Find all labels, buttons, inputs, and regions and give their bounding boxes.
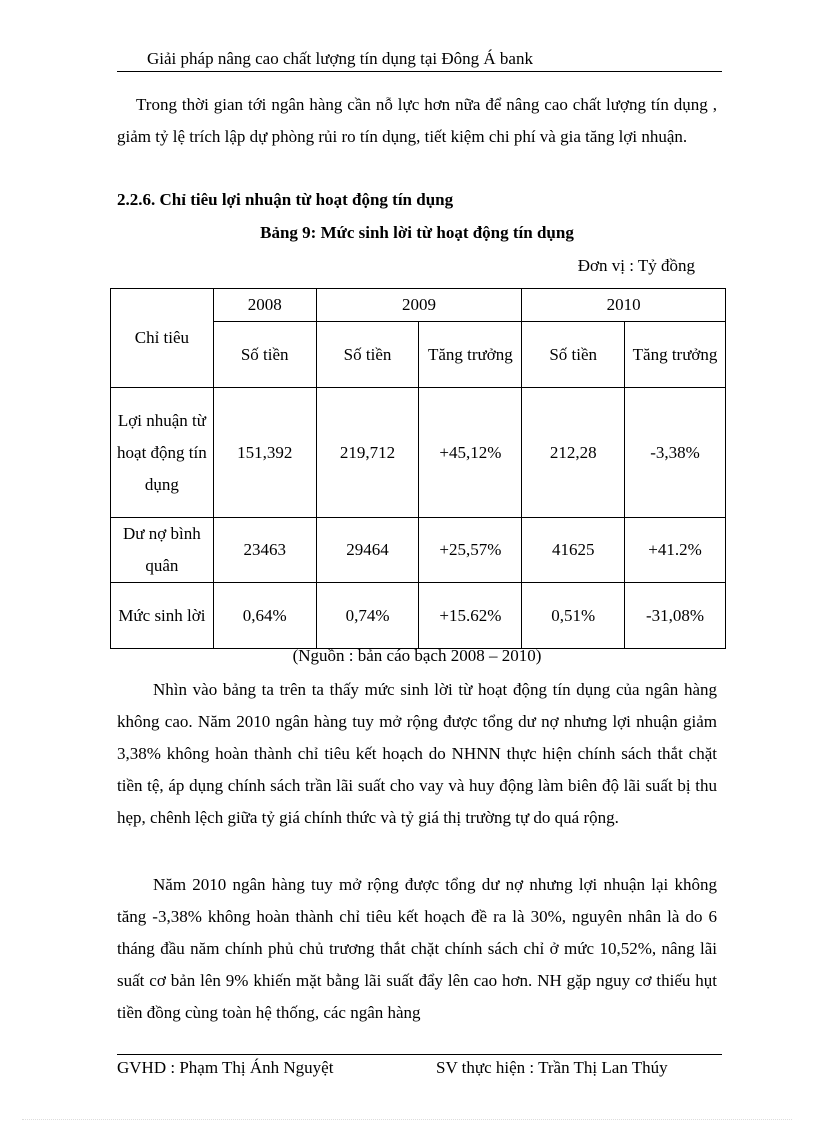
- amount-header-2010: Số tiền: [522, 322, 625, 388]
- table-row: [111, 388, 726, 518]
- table-title: Bảng 9: Mức sinh lời từ hoạt động tín dụng: [260, 223, 574, 242]
- indicator-header-cell: Chỉ tiêu: [111, 289, 214, 388]
- year-header-2010: 2010: [522, 289, 726, 322]
- table-cell: -3,38%: [625, 388, 726, 518]
- footer-divider: [117, 1054, 722, 1055]
- table-cell: 23463: [213, 518, 316, 583]
- page-bottom-edge: [22, 1119, 792, 1120]
- table-cell: 219,712: [316, 388, 419, 518]
- table-cell: -31,08%: [625, 583, 726, 649]
- table-cell: +25,57%: [419, 518, 522, 583]
- footer-student: SV thực hiện : Trần Thị Lan Thúy: [436, 1058, 668, 1077]
- row-label: Mức sinh lời: [111, 583, 214, 649]
- table-cell: 0,51%: [522, 583, 625, 649]
- footer-supervisor: GVHD : Phạm Thị Ánh Nguyệt: [117, 1058, 334, 1077]
- section-heading: 2.2.6. Chỉ tiêu lợi nhuận từ hoạt động tín dụng: [117, 190, 454, 209]
- intro-paragraph-text: Trong thời gian tới ngân hàng cần nỗ lực hơn nữa để nâng cao chất lượng tín dụng , giảm tỷ lệ trích lập dự phòng rủi ro tín dụng, tiết kiệm chi phí và gia tăng lợi nhuận.: [117, 95, 717, 146]
- amount-header-2008: Số tiền: [213, 322, 316, 388]
- table-cell: 151,392: [213, 388, 316, 518]
- table-cell: +15.62%: [419, 583, 522, 649]
- row-label: Lợi nhuận từ hoạt động tín dụng: [111, 388, 214, 518]
- row-label: Dư nợ bình quân: [111, 518, 214, 583]
- table-source: (Nguồn : bản cáo bạch 2008 – 2010): [292, 646, 542, 665]
- profitability-table: [110, 288, 726, 649]
- table-header-row: [111, 289, 726, 322]
- table-cell: 41625: [522, 518, 625, 583]
- table-cell: 0,64%: [213, 583, 316, 649]
- growth-header-2010: Tăng trưởng: [625, 322, 726, 388]
- amount-header-2009: Số tiền: [316, 322, 419, 388]
- table-cell: 29464: [316, 518, 419, 583]
- table-cell: +45,12%: [419, 388, 522, 518]
- growth-header-2009: Tăng trưởng: [419, 322, 522, 388]
- table-cell: 212,28: [522, 388, 625, 518]
- conclusion-paragraph: [117, 869, 717, 1029]
- conclusion-paragraph-text: Năm 2010 ngân hàng tuy mở rộng được tổng dư nợ nhưng lợi nhuận lại không tăng -3,38% không hoàn thành chỉ tiêu kết hoạch đề ra là 30%, nguyên nhân là do 6 tháng đầu năm chính phủ chủ trương thắt chặt chính sách chỉ ở mức 10,52%, nâng lãi suất cơ bản lên 9% khiến mặt bằng lãi suất đẩy lên cao hơn. NH gặp nguy cơ thiếu hụt tiền đồng cùng toàn hệ thống, các ngân hàng: [117, 875, 717, 1022]
- year-header-2008: 2008: [213, 289, 316, 322]
- year-header-2009: 2009: [316, 289, 522, 322]
- analysis-paragraph-text: Nhìn vào bảng ta trên ta thấy mức sinh lời từ hoạt động tín dụng của ngân hàng không cao. Năm 2010 ngân hàng tuy mở rộng được tổng dư nợ nhưng lợi nhuận giảm 3,38% không hoàn thành chỉ tiêu kết hoạch do NHNN thực hiện chính sách thắt chặt tiền tệ, áp dụng chính sách trần lãi suất cho vay và huy động làm biên độ lãi suất bị thu hẹp, chênh lệch giữa tỷ giá chính thức và tỷ giá thị trường tự do quá rộng.: [117, 680, 717, 827]
- intro-paragraph: [117, 89, 717, 153]
- page-header-title: Giải pháp nâng cao chất lượng tín dụng tại Đông Á bank: [147, 49, 533, 68]
- analysis-paragraph: [117, 674, 717, 834]
- table-unit: Đơn vị : Tỷ đồng: [577, 256, 695, 275]
- table-row: [111, 518, 726, 583]
- table-row: [111, 583, 726, 649]
- table-cell: 0,74%: [316, 583, 419, 649]
- table-cell: +41.2%: [625, 518, 726, 583]
- header-divider: [117, 71, 722, 72]
